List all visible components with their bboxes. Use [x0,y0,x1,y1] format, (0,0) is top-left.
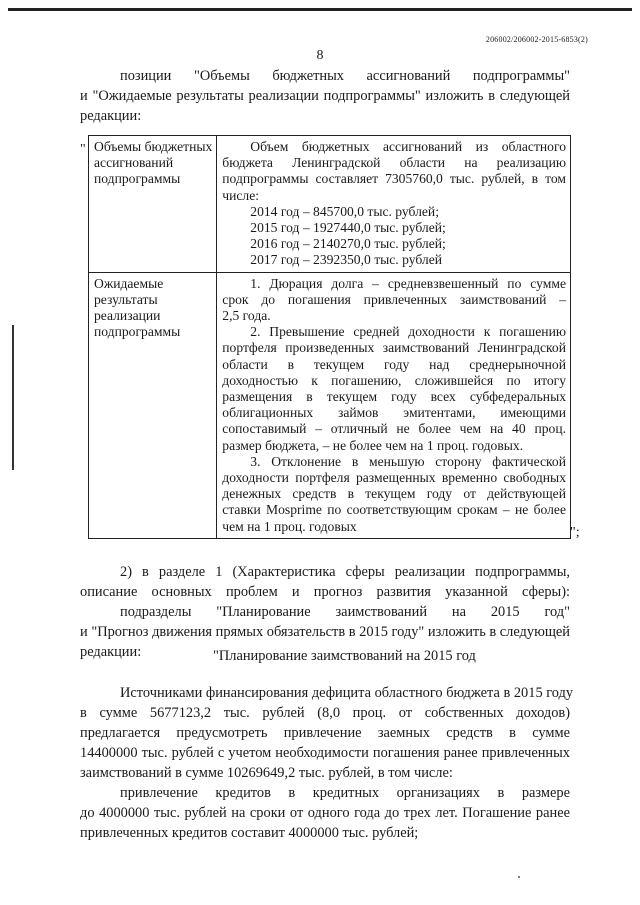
section2-line: подразделы "Планирование заимствований на 2015 год" [120,604,570,620]
content-line: 1. Дюрация долга – средневзвешенный по сумме [250,275,566,291]
body-line: 14400000 тыс. рублей с учетом необходимости погашения ранее привлеченных [80,745,570,761]
intro-line: и "Ожидаемые результаты реализации подпрограммы" изложить в следующей [80,88,570,104]
content-line: 2,5 года. [222,308,271,324]
content-line: подпрограммы составляет 7305760,0 тыс. рублей, в том [222,171,566,187]
row-label-results [89,272,217,538]
program-table [88,135,571,539]
content-line: доходности портфеля размещенных временно свободных [222,470,566,486]
content-line: доходностью к погашению, сложившейся по итогу [222,372,566,388]
top-border-rule [8,8,632,11]
section2-line: описание основных проблем и прогноз развития указанной сферы): [80,584,570,600]
table-row [89,136,571,273]
quote-close-mark: "; [570,525,580,540]
content-line: сопоставимый – отличный не более чем на 40 проц. [222,421,566,437]
row-content-results [217,272,571,538]
scan-edge-mark [12,325,14,470]
content-line: 3. Отклонение в меньшую сторону фактической [250,453,566,469]
content-line: портфеля произведенных заимствований Ленинградской [222,340,566,356]
label-line: реализации [94,308,161,324]
body-line: привлеченных кредитов составит 4000000 тыс. рублей; [80,825,419,841]
content-line: 2016 год – 2140270,0 тыс. рублей; [250,236,446,252]
content-line: 2014 год – 845700,0 тыс. рублей; [250,203,439,219]
body-paragraph [80,683,574,843]
table-row [89,272,571,538]
section2-line: и "Прогноз движения прямых обязательств в 2015 году" изложить в следующей [80,624,570,640]
content-line: 2. Превышение средней доходности к погашению [250,324,566,340]
intro-line: редакции: [80,108,142,124]
label-line: подпрограммы [94,171,181,187]
section2-line: 2) в разделе 1 (Характеристика сферы реализации подпрограммы, [120,564,570,580]
content-line: 2015 год – 1927440,0 тыс. рублей; [250,220,446,236]
content-line: размещения в текущем году всех субфедеральных [222,389,566,405]
label-line: Объемы бюджетных [94,139,213,154]
content-line: Объем бюджетных ассигнований из областного [250,139,566,154]
subsection-heading: "Планирование заимствований на 2015 год [213,648,476,664]
document-id: 206002/206002-2015-6853(2) [485,35,588,44]
label-line: ассигнований [94,155,174,171]
page-number: 8 [316,48,324,63]
body-line: до 4000000 тыс. рублей на сроки от одного года до трех лет. Погашение ранее [80,805,570,821]
label-line: результаты [94,291,158,307]
intro-line: позиции "Объемы бюджетных ассигнований подпрограммы" [120,68,570,84]
body-line: в сумме 5677123,2 тыс. рублей (8,0 проц. от собственных доходов) [80,705,570,721]
label-line: подпрограммы [94,324,181,340]
content-line: размер бюджета, – не более чем на 1 проц. годовых. [222,437,524,453]
body-line: заимствований в сумме 10269649,2 тыс. рублей, в том числе: [80,765,453,781]
content-line: 2017 год – 2392350,0 тыс. рублей [250,252,443,268]
body-line: привлечение кредитов в кредитных организациях в размере [120,785,570,801]
label-line: Ожидаемые [94,275,164,291]
row-label-budget [89,136,217,273]
content-line: облигационных займов эмитентами, имеющими [222,405,566,421]
content-line: чем на 1 проц. годовых [222,518,357,534]
section2-paragraph [80,562,570,662]
content-line: срок до погашения привлеченных заимствований – [222,291,566,307]
body-line: Источниками финансирования дефицита областного бюджета в 2015 году [120,685,574,701]
row-content-budget [217,136,571,273]
body-line: предлагается предусмотреть привлечение заемных средств в сумме [80,725,570,741]
content-line: денежных средств в текущем году от действующей [222,486,566,502]
content-line: области в текущем году над среднерыночной [222,356,566,372]
intro-paragraph [80,66,570,126]
scan-speck [518,876,520,878]
quote-open-mark: " [80,142,86,157]
content-line: числе: [222,187,260,203]
section2-line: редакции: [80,644,142,660]
content-line: ставки Mosprime по соответствующим срокам – не более [222,502,566,518]
content-line: бюджета Ленинградской области на реализацию [222,155,566,171]
